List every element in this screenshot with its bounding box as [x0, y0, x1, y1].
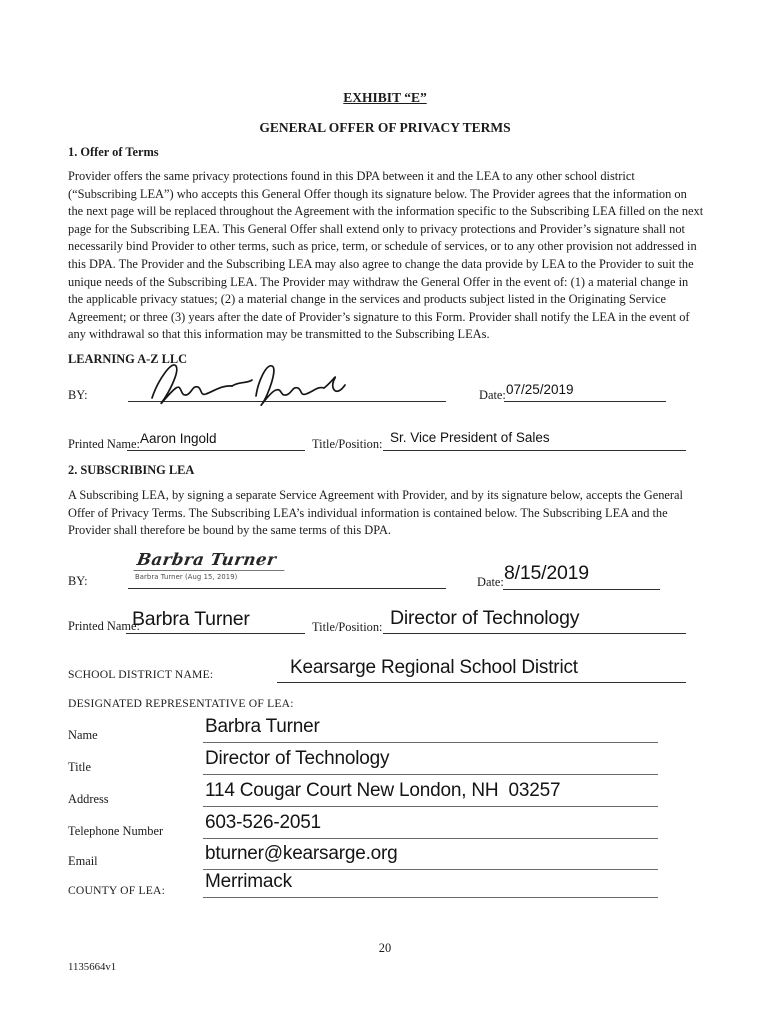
exhibit-title: EXHIBIT “E”: [343, 90, 427, 105]
lea-printed-name-line: [126, 633, 305, 634]
school-district-value: Kearsarge Regional School District: [290, 657, 578, 678]
field-label-telephone: Telephone Number: [68, 824, 164, 838]
field-line-address: [203, 806, 658, 807]
document-id: 1135664v1: [68, 961, 117, 973]
lea-printed-name-value: Barbra Turner: [132, 608, 250, 630]
lea-date-value: 8/15/2019: [504, 562, 589, 584]
lea-signature: [135, 550, 286, 581]
provider-company-name: LEARNING A-Z LLC: [68, 352, 188, 366]
provider-title-line: [383, 450, 686, 451]
provider-printed-name-label: Printed Name:: [68, 437, 140, 451]
provider-printed-name-line: [127, 450, 305, 451]
lea-signature-line: [128, 588, 446, 589]
section-1-body: Provider offers the same privacy protections found in this DPA between it and the LEA to any other school district (“Subscribing LEA”) who accepts this General Offer though its signature below. The Provider agrees that the information on the next page will be replaced throughout the Agreement with the information specific to the Subscribing LEA filled on the next page for the Subscribing LEA. This General Offer shall extend only to privacy protections and Provider’s signature shall not necessarily bind Provider to other terms, such as price, term, or schedule of services, or to any other provision not addressed in this DPA. The Provider and the Subscribing LEA may also agree to change the data provide by LEA to the Provider to suit the unique needs of the Subscribing LEA. The Provider may withdraw the General Offer in the event of: (1) a material change in the applicable privacy statues; (2) a material change in the services and products subject listed in the Originating Service Agreement; or three (3) years after the date of Provider’s signature to this Form. Provider shall notify the LEA in the event of any withdrawal so that this information may be transmitted to the Subscribing LEAs.: [68, 169, 704, 342]
provider-printed-name-value: Aaron Ingold: [140, 431, 217, 446]
school-district-line: [277, 682, 686, 683]
field-line-telephone: [203, 838, 658, 839]
field-line-name: [203, 742, 658, 743]
provider-title-label: Title/Position:: [312, 437, 383, 451]
provider-signature: [142, 352, 352, 408]
lea-signature-stamp: Barbra Turner (Aug 15, 2019): [135, 573, 238, 581]
field-line-email: [203, 869, 658, 870]
field-value-address: 114 Cougar Court New London, NH 03257: [205, 780, 561, 801]
lea-date-line: [503, 589, 660, 590]
page-number: 20: [378, 941, 392, 955]
provider-date-line: [504, 401, 666, 402]
representative-heading: DESIGNATED REPRESENTATIVE OF LEA:: [68, 697, 294, 710]
field-label-title: Title: [68, 760, 91, 774]
section-2-body: A Subscribing LEA, by signing a separate Service Agreement with Provider, and by its signature below, accepts the General Offer of Privacy Terms. The Subscribing LEA’s individual information is contained below. The Subscribing LEA and the Provider shall therefore be bound by the same terms of this DPA.: [68, 488, 683, 538]
lea-date-label: Date:: [477, 575, 504, 589]
field-line-title: [203, 774, 658, 775]
document-title: GENERAL OFFER OF PRIVACY TERMS: [259, 120, 511, 135]
field-line-county: [203, 897, 658, 898]
provider-date-value: 07/25/2019: [506, 382, 574, 397]
field-label-address: Address: [68, 792, 109, 806]
lea-printed-name-label: Printed Name:: [68, 619, 140, 633]
field-value-telephone: 603-526-2051: [205, 812, 321, 833]
section-2-heading: 2. SUBSCRIBING LEA: [68, 463, 195, 477]
lea-title-value: Director of Technology: [390, 607, 580, 629]
field-value-name: Barbra Turner: [205, 716, 320, 737]
school-district-label: SCHOOL DISTRICT NAME:: [68, 668, 214, 681]
lea-by-label: BY:: [68, 574, 88, 588]
lea-title-line: [383, 633, 686, 634]
lea-signature-script: Barbra Turner: [133, 550, 287, 571]
field-label-email: Email: [68, 854, 98, 868]
provider-by-label: BY:: [68, 388, 88, 402]
field-value-county: Merrimack: [205, 871, 292, 892]
field-label-name: Name: [68, 728, 98, 742]
lea-title-label: Title/Position:: [312, 620, 383, 634]
field-label-county: COUNTY OF LEA:: [68, 884, 166, 897]
section-1-heading: 1. Offer of Terms: [68, 145, 159, 159]
field-value-email: bturner@kearsarge.org: [205, 843, 398, 864]
provider-title-value: Sr. Vice President of Sales: [390, 430, 550, 445]
field-value-title: Director of Technology: [205, 748, 390, 769]
provider-date-label: Date:: [479, 388, 506, 402]
